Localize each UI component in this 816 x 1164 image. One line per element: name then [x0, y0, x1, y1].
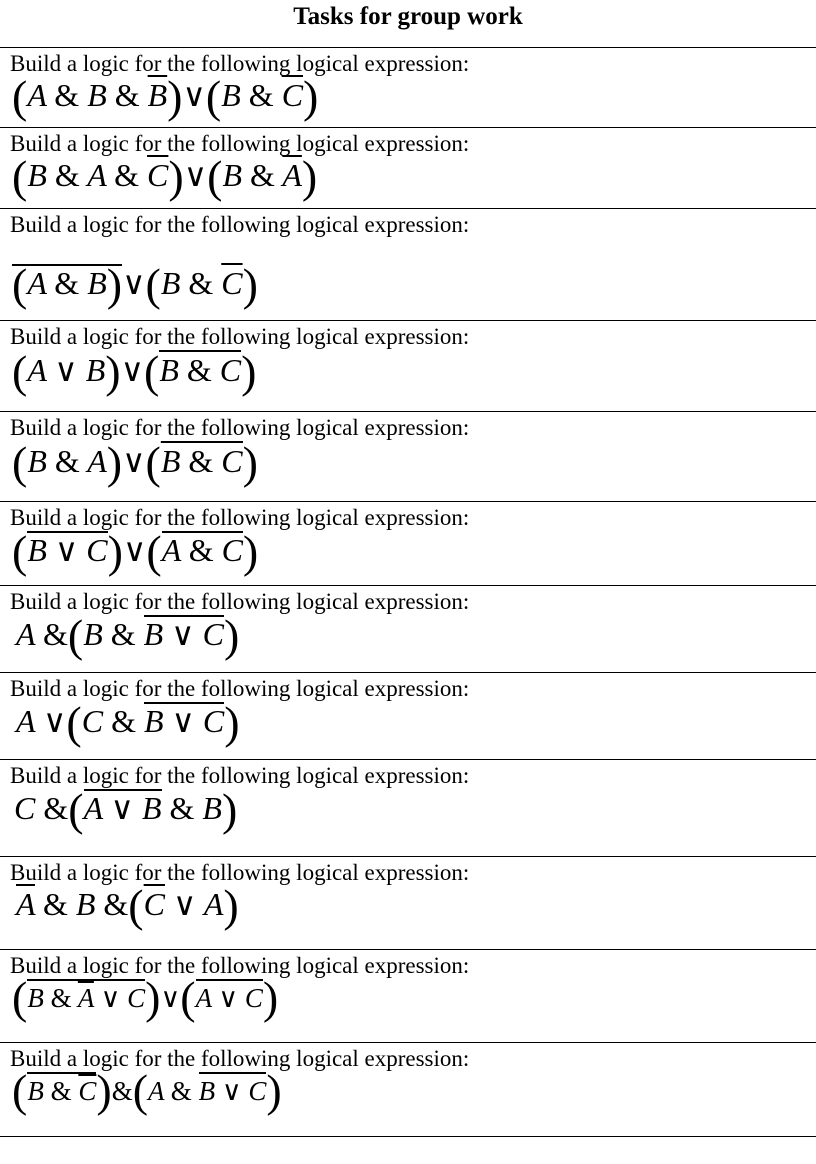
table-row	[0, 502, 816, 586]
tasks-table	[0, 47, 816, 1137]
table-row	[0, 857, 816, 950]
table-row	[0, 412, 816, 502]
page-title: Tasks for group work	[293, 3, 523, 30]
instruction-text: Build a logic for the following logical expression:	[10, 763, 470, 788]
instruction-text: Build a logic for the following logical expression:	[10, 212, 470, 237]
logical-expression: A &(B & B ∨ C)	[16, 610, 240, 661]
table-row	[0, 760, 816, 857]
logical-expression: (A & B & $\overline{B})\vee(B$ & $\overline{C}$)	[12, 71, 319, 122]
instruction-text: Build a logic for the following logical expression:	[10, 415, 470, 440]
instruction-text: Build a logic for the following logical expression:	[10, 505, 470, 530]
table-row	[0, 321, 816, 412]
instruction-text: Build a logic for the following logical expression:	[10, 51, 470, 76]
logical-expression: $\overline{A}$ & B $\&(\overline{C}$ ∨ A)	[16, 880, 239, 931]
table-row	[0, 950, 816, 1043]
logical-expression: (A ∨ $B)\vee(\overline{B}$ & C)	[12, 346, 257, 397]
table-row	[0, 209, 816, 321]
logical-expression: C &(A ∨ B & B)	[14, 784, 238, 835]
logical-expression: (B ∨ C)∨(A & C)	[12, 526, 259, 577]
logical-expression: (B & $\overline{A}$ ∨ C)∨(A ∨ C)	[12, 972, 279, 1023]
table-row	[0, 128, 816, 209]
logical-expression: (B & $A)\vee(\overline{B}$ & C)	[12, 437, 258, 488]
instruction-text: Build a logic for the following logical expression:	[10, 676, 470, 701]
table-row	[0, 673, 816, 760]
instruction-text: Build a logic for the following logical expression:	[10, 131, 470, 156]
logical-expression: (A & B)∨(B & $\overline{C}$)	[12, 259, 258, 310]
table-row	[0, 1043, 816, 1137]
logical-expression: (B & $\overline{C})\&(A$ & B ∨ C)	[12, 1065, 282, 1116]
instruction-text: Build a logic for the following logical expression:	[10, 1046, 470, 1071]
table-row	[0, 586, 816, 673]
logical-expression: (B & A & $\overline{C})\vee(B$ & $\overline{A}$)	[12, 151, 318, 202]
instruction-text: Build a logic for the following logical expression:	[10, 324, 470, 349]
instruction-text: Build a logic for the following logical expression:	[10, 589, 470, 614]
table-row	[0, 48, 816, 128]
instruction-text: Build a logic for the following logical expression:	[10, 953, 470, 978]
logical-expression: A ∨(C & B ∨ C)	[16, 697, 240, 748]
instruction-text: Build a logic for the following logical expression:	[10, 860, 470, 885]
